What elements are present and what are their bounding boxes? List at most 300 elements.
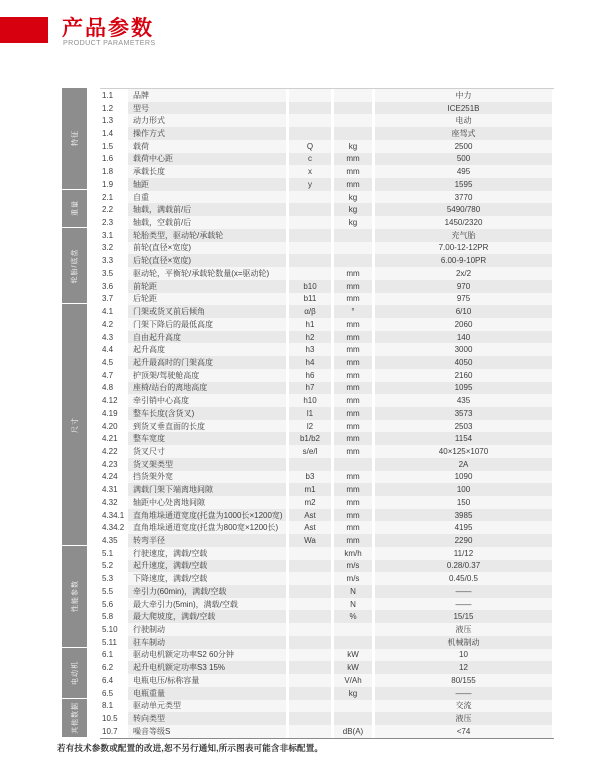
param-value-text: 交流 [455,701,472,711]
param-unit [334,318,372,331]
param-symbol [289,369,331,382]
param-value [375,242,552,255]
row-number [100,254,128,267]
param-value-text: 1090 [454,472,473,482]
param-name-text: 驻车制动 [133,637,165,647]
param-name [128,343,286,356]
row-number [100,547,128,560]
param-name [128,471,286,484]
param-value-text: 2290 [454,536,473,546]
row-number [100,560,128,573]
param-value [375,140,552,153]
row-number-text: 4.4 [102,345,114,355]
row-number-text: 5.3 [102,574,114,584]
param-name [128,598,286,611]
section-block [62,190,87,228]
row-number-text: 3.6 [102,281,114,291]
row-number-text: 3.1 [102,230,114,240]
param-unit [334,483,372,496]
param-name [128,483,286,496]
table-row [100,445,554,458]
param-symbol [289,700,331,713]
row-number [100,585,128,598]
param-unit-text: kg [348,141,358,151]
row-number-text: 4.32 [102,497,118,507]
param-unit [334,394,372,407]
row-number-text: 3.7 [102,294,114,304]
param-unit-text: mm [346,421,360,431]
param-value [375,382,552,395]
param-unit [334,471,372,484]
row-number [100,369,128,382]
param-unit [334,280,372,293]
param-name-text: 到货叉垂直面的长度 [133,421,205,431]
row-number-text: 6.4 [102,675,114,685]
param-unit [334,496,372,509]
row-number-text: 8.1 [102,701,114,711]
param-name [128,254,286,267]
table-row [100,229,554,242]
param-unit-text: kg [348,218,358,228]
param-value-text: 1095 [454,383,473,393]
param-value [375,203,552,216]
param-symbol [289,547,331,560]
row-number-text: 5.5 [102,586,114,596]
param-unit [334,725,372,738]
param-value-text: 座驾式 [451,129,476,139]
param-name-text: 直角堆垛通道宽度(托盘为800宽×1200长) [133,523,279,533]
param-unit [334,674,372,687]
param-symbol [289,496,331,509]
param-unit-text: mm [346,294,360,304]
param-name-text: 自重 [133,192,149,202]
param-name-text: 门架或货叉前后倾角 [133,307,205,317]
row-number-text: 1.1 [102,90,114,100]
param-symbol [289,89,331,102]
row-number-text: 1.4 [102,129,114,139]
table-row [100,407,554,420]
param-symbol-text: b3 [305,472,315,482]
param-name [128,242,286,255]
row-number [100,712,128,725]
param-symbol [289,534,331,547]
row-number [100,407,128,420]
param-name [128,547,286,560]
section-label: 其他数据 [71,701,79,734]
param-symbol [289,661,331,674]
table-row [100,140,554,153]
row-number [100,700,128,713]
row-number [100,610,128,623]
param-symbol [289,242,331,255]
param-symbol [289,254,331,267]
param-value [375,483,552,496]
param-value [375,127,552,140]
param-value [375,610,552,623]
row-number-text: 3.3 [102,256,114,266]
section-block [62,304,87,546]
section-label: 轮胎/底盘 [71,248,79,284]
param-value-text: ICE251B [447,103,480,113]
param-name [128,725,286,738]
param-symbol [289,585,331,598]
param-name-text: 满载门架下端离地间隙 [133,485,213,495]
param-value-text: 495 [456,167,471,177]
param-name [128,636,286,649]
param-value-text: 2503 [454,421,473,431]
row-number [100,572,128,585]
param-value [375,471,552,484]
page-title: 产品参数 [62,17,154,40]
param-symbol-text: Wa [304,536,316,546]
table-row [100,471,554,484]
param-value [375,229,552,242]
param-name-text: 起升速度，满载/空载 [133,561,208,571]
section-label: 电动机 [71,660,79,685]
row-number-text: 4.3 [102,332,114,342]
row-number-text: 4.35 [102,536,118,546]
param-unit [334,572,372,585]
param-symbol [289,382,331,395]
table-row [100,216,554,229]
section-block [62,228,87,304]
param-value [375,293,552,306]
param-name-text: 转弯半径 [133,536,165,546]
row-number [100,127,128,140]
param-symbol [289,140,331,153]
param-symbol [289,509,331,522]
param-value [375,661,552,674]
param-symbol [289,483,331,496]
param-symbol [289,343,331,356]
table-row [100,572,554,585]
row-number-text: 4.12 [102,396,118,406]
row-number [100,114,128,127]
row-number [100,445,128,458]
param-unit [334,114,372,127]
spec-table [62,88,554,739]
param-value [375,89,552,102]
row-number-text: 5.8 [102,612,114,622]
param-value-text: 2160 [454,370,473,380]
table-row [100,560,554,573]
row-number [100,471,128,484]
param-value [375,623,552,636]
param-symbol [289,610,331,623]
param-name-text: 载荷 [133,141,149,151]
row-number-text: 4.5 [102,357,114,367]
param-unit [334,165,372,178]
param-name [128,585,286,598]
param-unit-text: km/h [344,548,362,558]
section-label: 特征 [71,130,79,147]
row-number [100,305,128,318]
param-name [128,394,286,407]
param-symbol [289,191,331,204]
param-symbol-text: c [308,154,312,164]
param-unit-text: N [350,586,356,596]
param-unit [334,521,372,534]
param-unit [334,700,372,713]
param-unit [334,610,372,623]
param-value [375,369,552,382]
param-value-text: 机械制动 [447,637,480,647]
param-unit [334,534,372,547]
row-number [100,661,128,674]
param-symbol-text: α/β [304,307,316,317]
row-number [100,293,128,306]
param-unit [334,343,372,356]
param-unit-text: mm [346,357,360,367]
param-symbol [289,471,331,484]
param-name-text: 货叉架类型 [133,459,173,469]
param-name-text: 门架下降后的最低高度 [133,319,213,329]
param-symbol-text: b11 [303,294,317,304]
table-row [100,165,554,178]
param-value [375,700,552,713]
param-unit [334,712,372,725]
row-number-text: 1.8 [102,167,114,177]
param-unit-text: mm [346,370,360,380]
param-name-text: 型号 [133,103,149,113]
param-name-text: 前轮距 [133,281,157,291]
table-row [100,280,554,293]
param-name-text: 货叉尺寸 [133,446,165,456]
param-unit [334,191,372,204]
param-value-text: 435 [456,396,471,406]
param-unit [334,432,372,445]
param-name-text: 直角堆垛通道宽度(托盘为1000长×1200宽) [133,510,283,520]
param-value-text: 液压 [455,625,472,635]
param-value [375,407,552,420]
table-row [100,293,554,306]
param-name [128,280,286,293]
param-name [128,229,286,242]
row-number [100,534,128,547]
param-symbol [289,521,331,534]
row-number [100,483,128,496]
table-row [100,458,554,471]
param-value [375,356,552,369]
row-number-text: 5.2 [102,561,114,571]
param-value-text: 1595 [454,179,473,189]
param-value [375,305,552,318]
row-number [100,178,128,191]
table-row [100,305,554,318]
row-number-text: 3.2 [102,243,114,253]
section-label: 性能参数 [71,580,79,613]
param-value [375,280,552,293]
param-value-text: 0.28/0.37 [446,561,481,571]
param-name [128,305,286,318]
param-unit [334,560,372,573]
param-name-text: 牵引力(60min)，满载/空载 [133,586,227,596]
param-value-text: 3573 [454,408,473,418]
param-value-text: 2A [458,459,469,469]
table-row [100,242,554,255]
param-name-text: 自由起升高度 [133,332,181,342]
param-unit [334,203,372,216]
param-unit-text: mm [346,167,360,177]
row-number-text: 4.19 [102,408,118,418]
param-value-text: 40×125×1070 [438,446,489,456]
row-number-text: 6.2 [102,663,114,673]
row-number-text: 4.34.2 [102,523,125,533]
row-number-text: 6.5 [102,688,114,698]
param-value [375,432,552,445]
param-symbol [289,331,331,344]
table-row [100,509,554,522]
param-value-text: —— [455,586,472,596]
param-unit-text: mm [346,434,360,444]
param-name [128,293,286,306]
table-row [100,203,554,216]
param-name-text: 驱动单元类型 [133,701,181,711]
param-name [128,509,286,522]
param-name-text: 后轮距 [133,294,157,304]
param-symbol-text: h1 [305,319,315,329]
row-number [100,242,128,255]
param-unit [334,229,372,242]
param-value [375,560,552,573]
param-value [375,458,552,471]
param-unit-text: V/Ah [344,675,362,685]
row-number [100,649,128,662]
param-symbol [289,572,331,585]
param-value [375,114,552,127]
param-unit-text: mm [346,179,360,189]
row-number [100,496,128,509]
section-label: 尺寸 [71,416,79,433]
table-row [100,661,554,674]
param-value [375,153,552,166]
param-name [128,420,286,433]
param-value [375,394,552,407]
param-name [128,114,286,127]
row-number-text: 1.9 [102,179,114,189]
row-number [100,89,128,102]
param-value [375,496,552,509]
param-name-text: 挡货架外宽 [133,472,173,482]
table-row [100,420,554,433]
param-symbol-text: y [308,179,312,189]
row-number-text: 4.22 [102,446,118,456]
param-name-text: 轴载，空载前/后 [133,218,192,228]
param-name-text: 最大爬坡度，满载/空载 [133,612,216,622]
row-number-text: 1.2 [102,103,114,113]
row-number [100,521,128,534]
param-symbol-text: m1 [304,485,316,495]
param-symbol-text: h7 [305,383,315,393]
row-number [100,432,128,445]
row-number [100,509,128,522]
param-unit-text: mm [346,497,360,507]
param-unit [334,687,372,700]
param-symbol-text: m2 [304,497,316,507]
param-value-text: 7.00-12-12PR [438,243,489,253]
param-value [375,178,552,191]
param-name [128,661,286,674]
param-name [128,165,286,178]
param-unit [334,382,372,395]
param-unit [334,636,372,649]
param-name [128,216,286,229]
row-number [100,331,128,344]
param-value-text: —— [455,688,472,698]
param-value-text: 6.00-9-10PR [440,256,487,266]
table-row [100,687,554,700]
param-value [375,649,552,662]
table-row [100,178,554,191]
param-value [375,318,552,331]
param-value-text: 1450/2320 [444,218,483,228]
param-unit-text: mm [346,510,360,520]
param-unit-text: ° [351,307,355,317]
param-unit [334,420,372,433]
accent-red-block [0,17,48,43]
param-unit-text: dB(A) [342,726,364,736]
param-name-text: 轴距 [133,179,149,189]
table-row [100,114,554,127]
table-row [100,318,554,331]
param-unit [334,547,372,560]
row-number [100,394,128,407]
table-row [100,636,554,649]
param-unit-text: N [350,599,356,609]
section-block [62,648,87,699]
param-name [128,521,286,534]
param-name [128,445,286,458]
table-row [100,534,554,547]
row-number-text: 5.11 [102,637,117,647]
row-number-text: 1.6 [102,154,114,164]
param-name-text: 品牌 [133,90,149,100]
param-name-text: 操作方式 [133,129,165,139]
param-name-text: 电瓶重量 [133,688,165,698]
param-value-text: 12 [459,663,468,673]
param-symbol [289,127,331,140]
param-value [375,445,552,458]
param-name-text: 轴载，满载前/后 [133,205,192,215]
param-unit-text: mm [346,154,360,164]
param-unit [334,242,372,255]
param-symbol-text: h3 [305,345,315,355]
row-number-text: 5.6 [102,599,114,609]
param-unit [334,623,372,636]
param-symbol [289,165,331,178]
param-value-text: 0.45/0.5 [449,574,478,584]
param-name-text: 轴距中心处离地间隙 [133,497,205,507]
row-number [100,229,128,242]
param-unit-text: kW [347,650,359,660]
param-name-text: 动力形式 [133,116,165,126]
param-symbol [289,674,331,687]
row-number-text: 4.34.1 [102,510,125,520]
param-value-text: 2060 [454,319,473,329]
row-number [100,382,128,395]
param-unit-text: m/s [346,561,360,571]
param-symbol-text: h4 [305,357,315,367]
param-symbol [289,598,331,611]
table-row [100,432,554,445]
param-name-text: 护顶架/驾驶舱高度 [133,370,200,380]
param-name [128,534,286,547]
param-name [128,700,286,713]
param-unit-text: mm [346,485,360,495]
param-symbol-text: Q [306,141,314,151]
param-value [375,547,552,560]
param-unit [334,293,372,306]
